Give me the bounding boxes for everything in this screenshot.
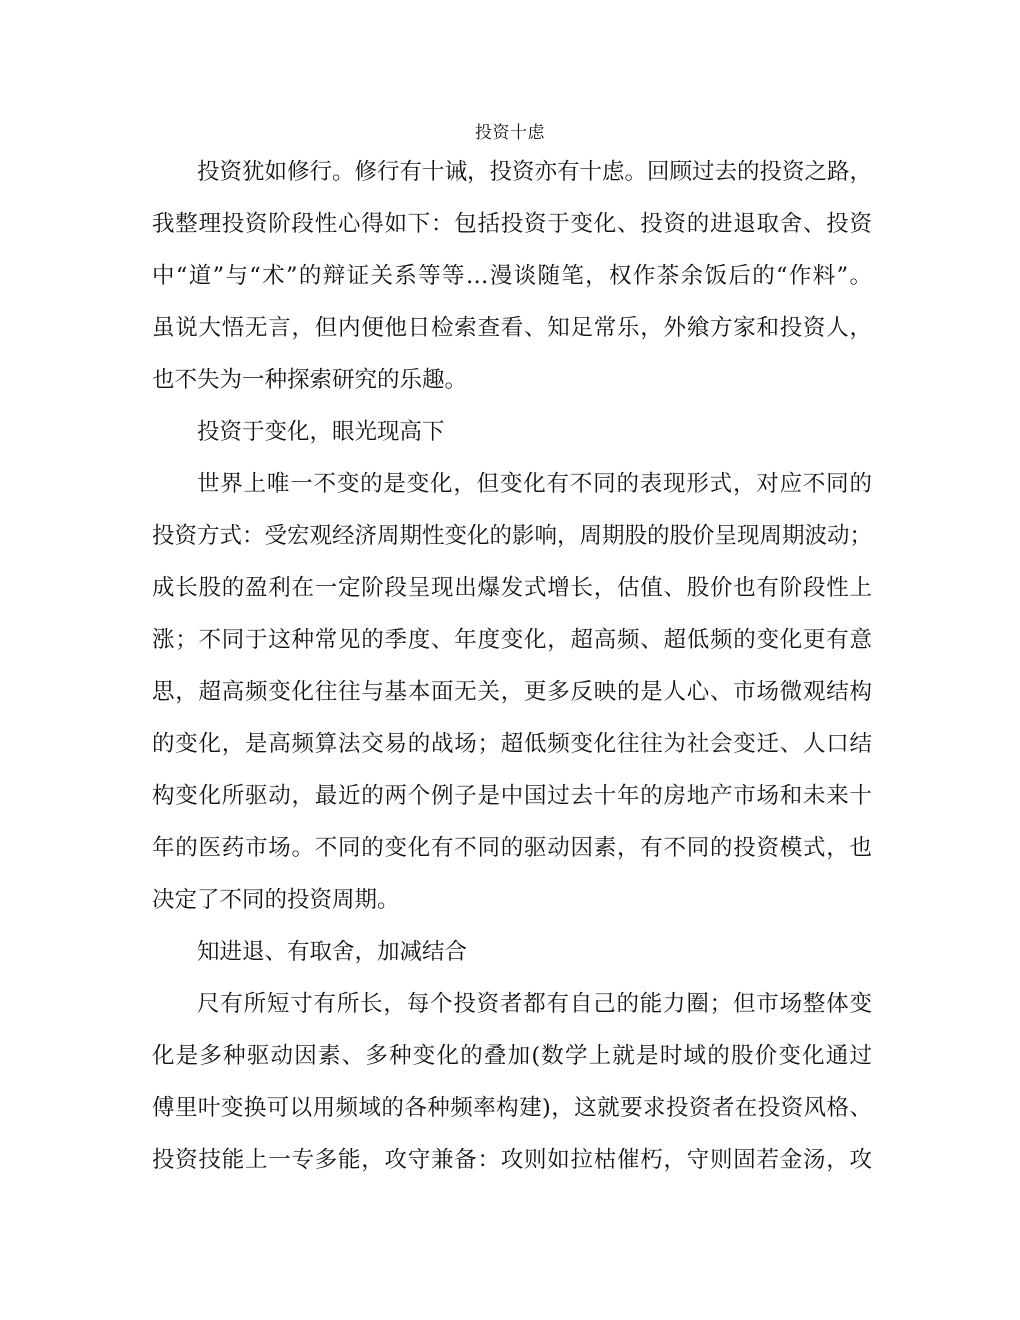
document-title: 投资十虑 (475, 123, 545, 143)
paragraph-line: 我整理投资阶段性心得如下：包括投资于变化、投资的进退取舍、投资 (152, 211, 872, 237)
paragraph-line: 涨；不同于这种常见的季度、年度变化，超高频、超低频的变化更有意 (152, 627, 872, 653)
paragraph-line: 中“道”与“术”的辩证关系等等…漫谈随笔，权作茶余饭后的“作料”。 (152, 263, 872, 289)
paragraph-line: 尺有所短寸有所长，每个投资者都有自己的能力圈；但市场整体变 (197, 991, 872, 1017)
paragraph-line: 投资方式：受宏观经济周期性变化的影响，周期股的股价呈现周期波动； (152, 523, 872, 549)
paragraph-line: 年的医药市场。不同的变化有不同的驱动因素，有不同的投资模式，也 (152, 835, 872, 861)
paragraph-line: 的变化，是高频算法交易的战场；超低频变化往往为社会变迁、人口结 (152, 731, 872, 757)
paragraph-line: 投资犹如修行。修行有十诫，投资亦有十虑。回顾过去的投资之路， (197, 159, 872, 185)
paragraph-line: 投资技能上一专多能，攻守兼备：攻则如拉枯催朽，守则固若金汤，攻 (152, 1147, 872, 1173)
paragraph-line: 化是多种驱动因素、多种变化的叠加(数学上就是时域的股价变化通过 (152, 1043, 872, 1069)
paragraph-line: 构变化所驱动，最近的两个例子是中国过去十年的房地产市场和未来十 (152, 783, 872, 809)
paragraph-line: 傅里叶变换可以用频域的各种频率构建)，这就要求投资者在投资风格、 (152, 1095, 872, 1121)
paragraph-line: 也不失为一种探索研究的乐趣。 (152, 367, 468, 393)
paragraph-line: 世界上唯一不变的是变化，但变化有不同的表现形式，对应不同的 (197, 471, 872, 497)
paragraph-line: 思，超高频变化往往与基本面无关，更多反映的是人心、市场微观结构 (152, 679, 872, 705)
paragraph-line: 成长股的盈利在一定阶段呈现出爆发式增长，估值、股价也有阶段性上 (152, 575, 872, 601)
section-heading: 投资于变化，眼光现高下 (197, 419, 445, 445)
paragraph-line: 决定了不同的投资周期。 (152, 887, 400, 913)
paragraph-line: 虽说大悟无言，但内便他日检索查看、知足常乐，外飨方家和投资人， (152, 315, 872, 341)
section-heading: 知进退、有取舍，加减结合 (197, 939, 468, 965)
